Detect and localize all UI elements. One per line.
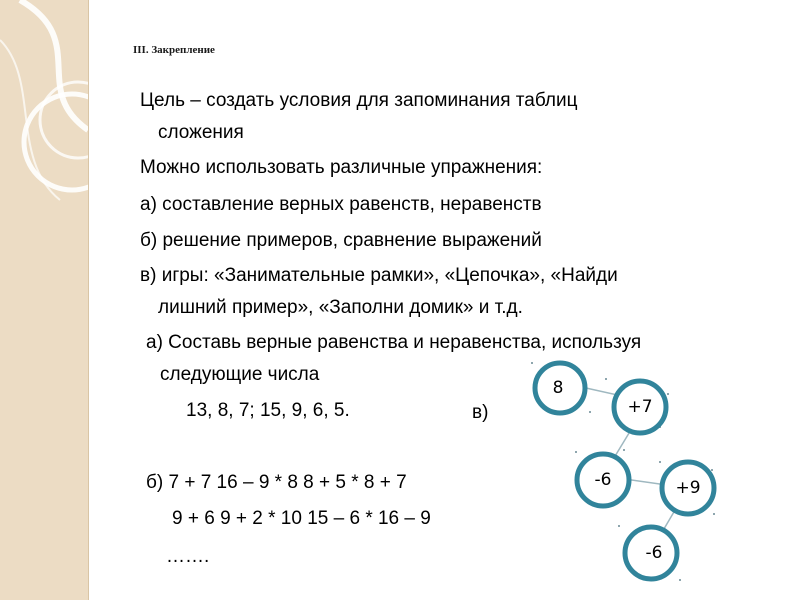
- chain-node-4: [662, 462, 714, 514]
- chain-node-label: 8: [552, 378, 564, 398]
- chain-node-label: -6: [594, 470, 612, 490]
- exercise-item-c-line-2: лишний пример», «Заполни домик» и т.д.: [158, 297, 523, 318]
- chain-node-label: +9: [675, 478, 701, 498]
- goal-line-1: Цель – создать условия для запоминания таблиц: [140, 90, 578, 111]
- chain-node-label: +7: [627, 397, 653, 417]
- chain-node-2: [614, 381, 666, 433]
- ellipsis: …….: [166, 546, 210, 567]
- goal-line-2: сложения: [158, 122, 244, 143]
- chain-node-1: [535, 363, 585, 413]
- section-title: III. Закрепление: [133, 44, 215, 56]
- exercise-item-b: б) решение примеров, сравнение выражений: [140, 230, 542, 251]
- task-a-line-2: следующие числа: [160, 364, 320, 385]
- numbers-list: 13, 8, 7; 15, 9, 6, 5.: [186, 400, 350, 421]
- task-b-row-1: б) 7 + 7 16 – 9 * 8 8 + 5 * 8 + 7: [146, 472, 407, 493]
- exercise-item-c-line-1: в) игры: «Занимательные рамки», «Цепочка», «Найди: [140, 265, 618, 286]
- chain-node-label: -6: [645, 543, 663, 563]
- chain-node-5: [625, 527, 677, 579]
- chain-node-3: [577, 454, 629, 506]
- task-a-line-1: а) Составь верные равенства и неравенства, используя: [146, 332, 642, 353]
- exercise-item-a: а) составление верных равенств, неравенств: [140, 194, 542, 215]
- task-b-row-2: 9 + 6 9 + 2 * 10 15 – 6 * 16 – 9: [172, 508, 431, 529]
- exercises-intro: Можно использовать различные упражнения:: [140, 157, 543, 178]
- label-v: в): [472, 402, 489, 423]
